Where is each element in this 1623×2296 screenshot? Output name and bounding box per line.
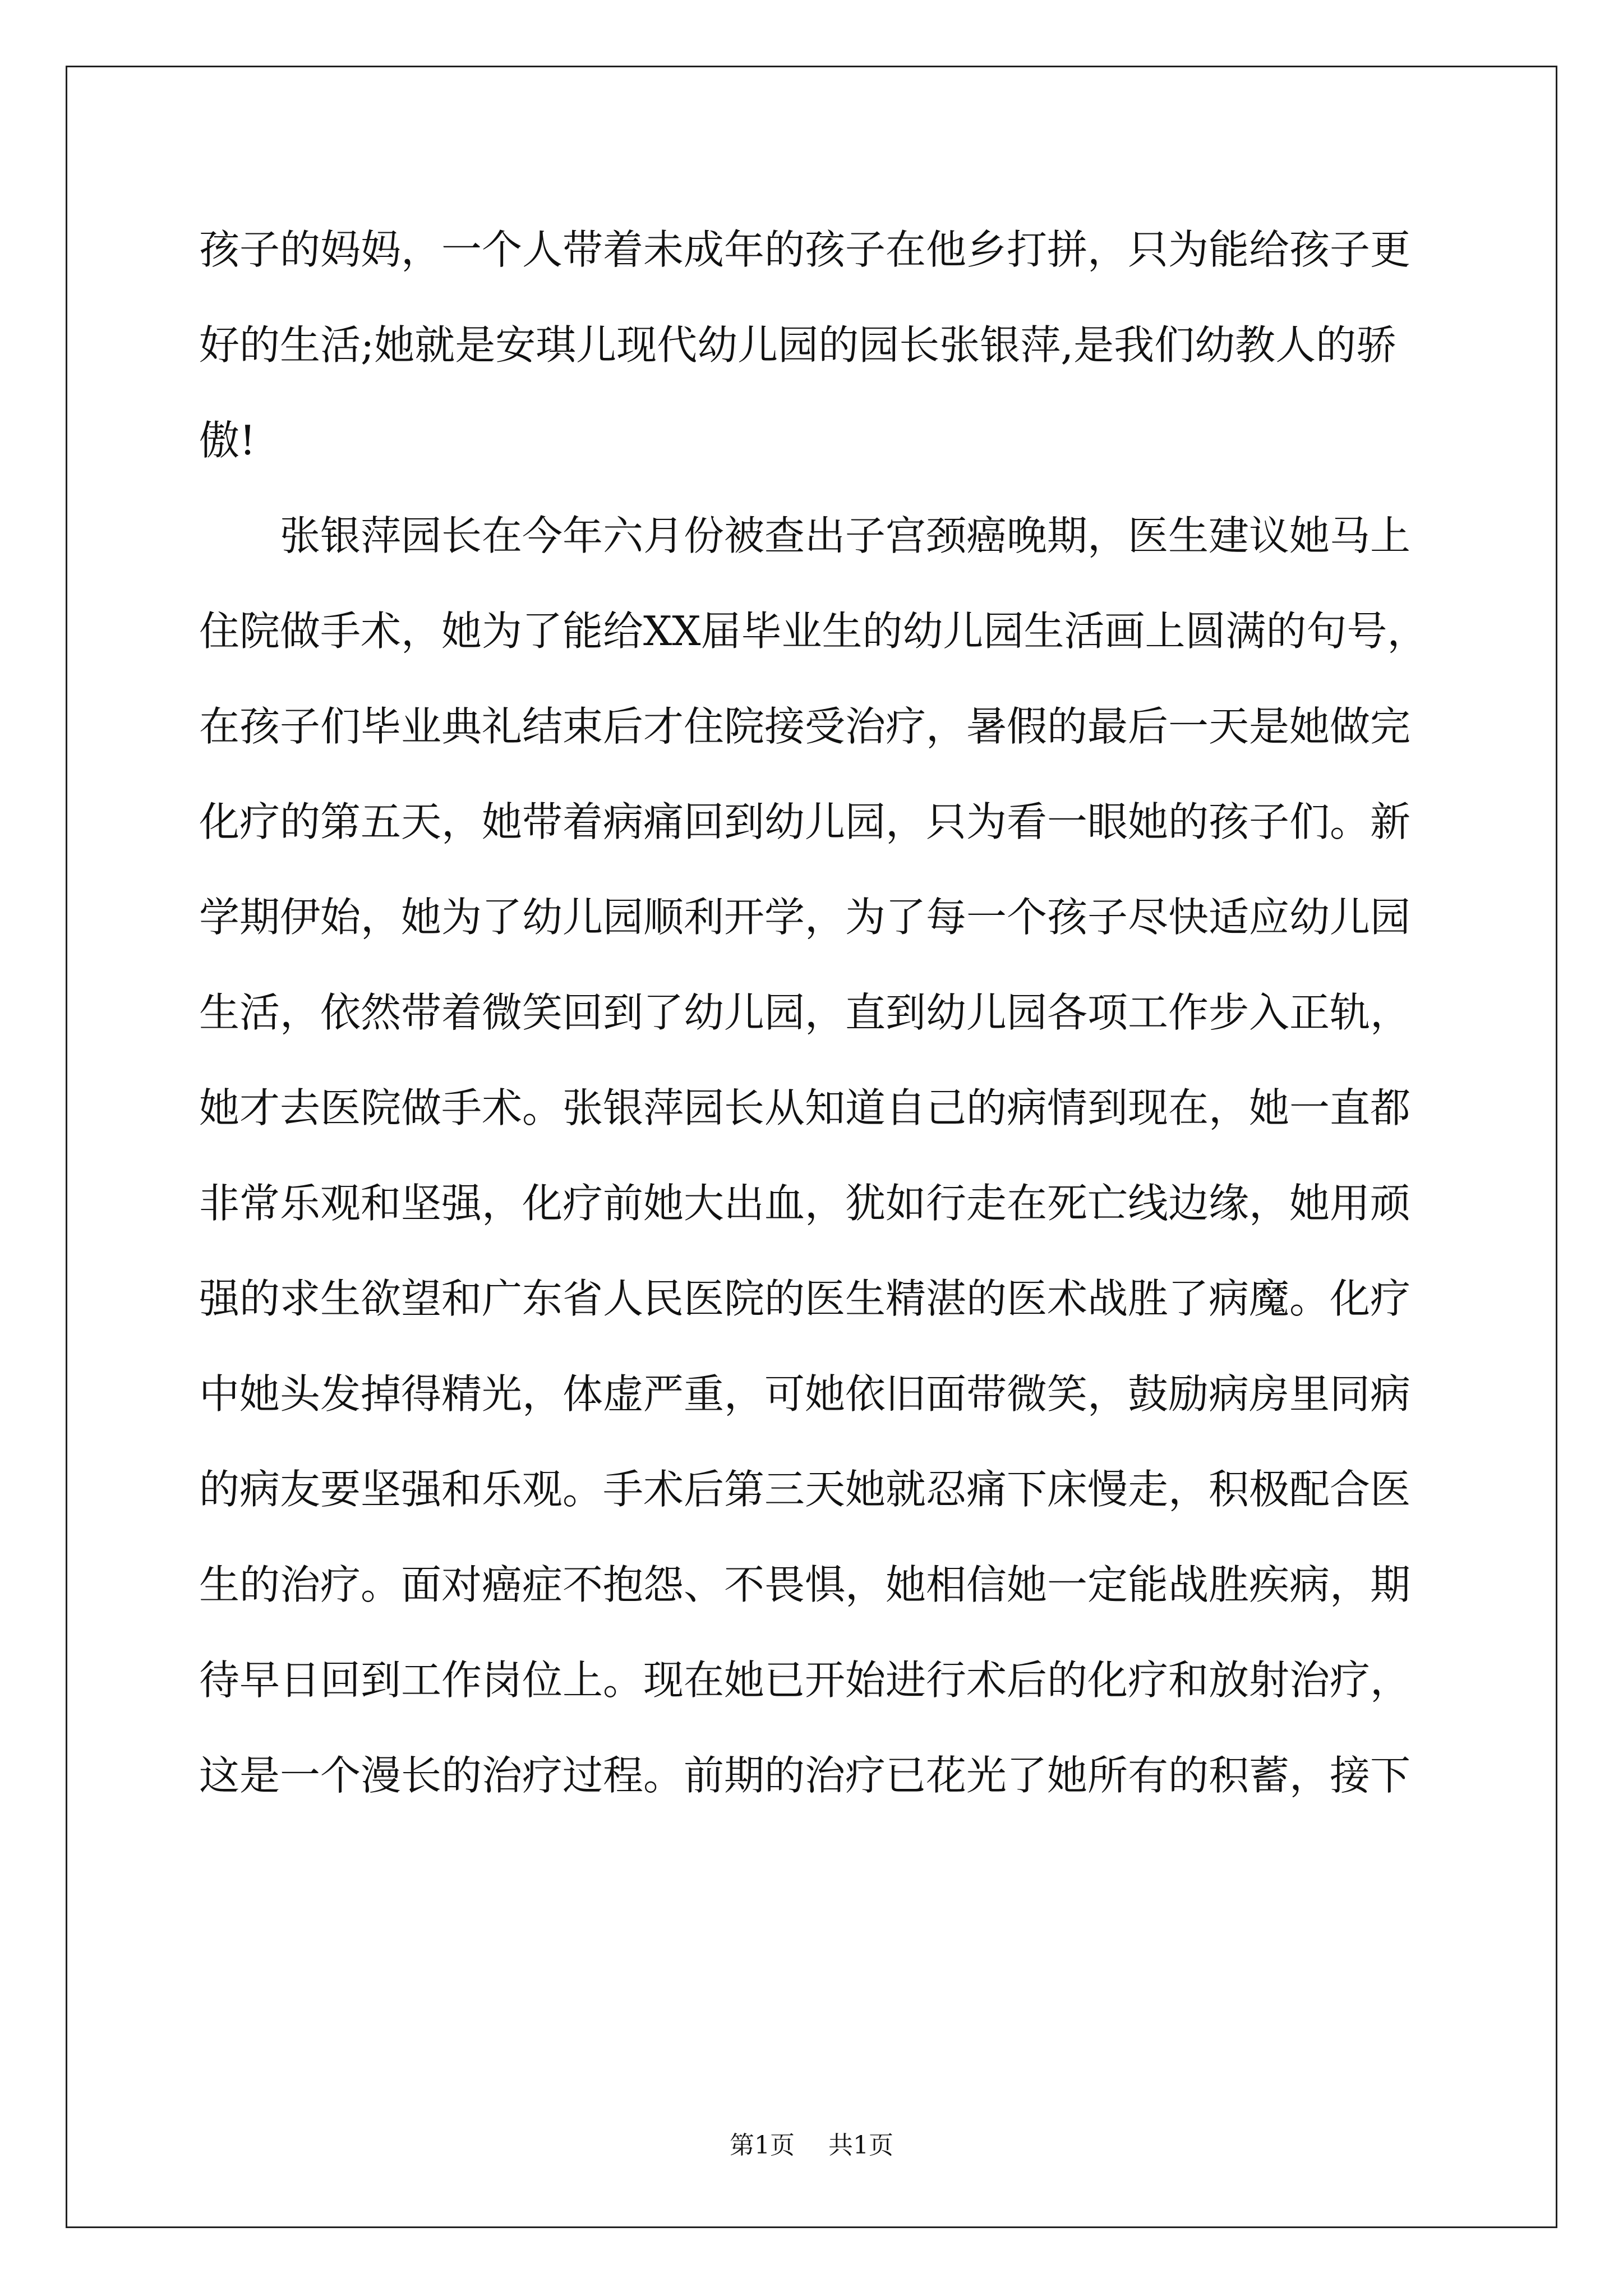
text-line-12: 强的求生欲望和广东省人民医院的医生精湛的医术战胜了病魔。化疗 [199,1275,1411,1322]
text-line-17: 这是一个漫长的治疗过程。前期的治疗已花光了她所有的积蓄，接下 [199,1752,1411,1799]
text-line-13: 中她头发掉得精光，体虚严重，可她依旧面带微笑，鼓励病房里同病 [199,1370,1411,1418]
document-body [199,202,1438,1823]
page-number: 第1页 [730,2131,795,2160]
page-footer [0,2129,1623,2162]
text-line-10: 她才去医院做手术。张银萍园长从知道自己的病情到现在，她一直都 [199,1084,1411,1131]
text-line-16: 待早日回到工作岗位上。现在她已开始进行术后的化疗和放射治疗， [199,1657,1411,1704]
text-line-14: 的病友要坚强和乐观。手术后第三天她就忍痛下床慢走，积极配合医 [199,1466,1411,1513]
total-pages: 共1页 [828,2131,893,2160]
text-line-15: 生的治疗。面对癌症不抱怨、不畏惧，她相信她一定能战胜疾病，期 [199,1561,1411,1608]
text-line-3: 傲! [199,417,256,464]
text-line-7: 化疗的第五天，她带着病痛回到幼儿园，只为看一眼她的孩子们。新 [199,798,1411,845]
text-line-6: 在孩子们毕业典礼结束后才住院接受治疗，暑假的最后一天是她做完 [199,703,1411,750]
text-line-4: 张银萍园长在今年六月份被查出子宫颈癌晚期，医生建议她马上 [280,512,1411,559]
text-line-2: 好的生活;她就是安琪儿现代幼儿园的园长张银萍,是我们幼教人的骄 [199,321,1397,369]
text-line-8: 学期伊始，她为了幼儿园顺利开学，为了每一个孩子尽快适应幼儿园 [199,894,1411,941]
text-line-5: 住院做手术，她为了能给XX届毕业生的幼儿园生活画上圆满的句号， [199,608,1428,655]
text-line-1: 孩子的妈妈，一个人带着未成年的孩子在他乡打拼，只为能给孩子更 [199,226,1411,273]
text-line-11: 非常乐观和坚强，化疗前她大出血，犹如行走在死亡线边缘，她用顽 [199,1180,1411,1227]
text-line-9: 生活，依然带着微笑回到了幼儿园，直到幼儿园各项工作步入正轨， [199,989,1411,1036]
